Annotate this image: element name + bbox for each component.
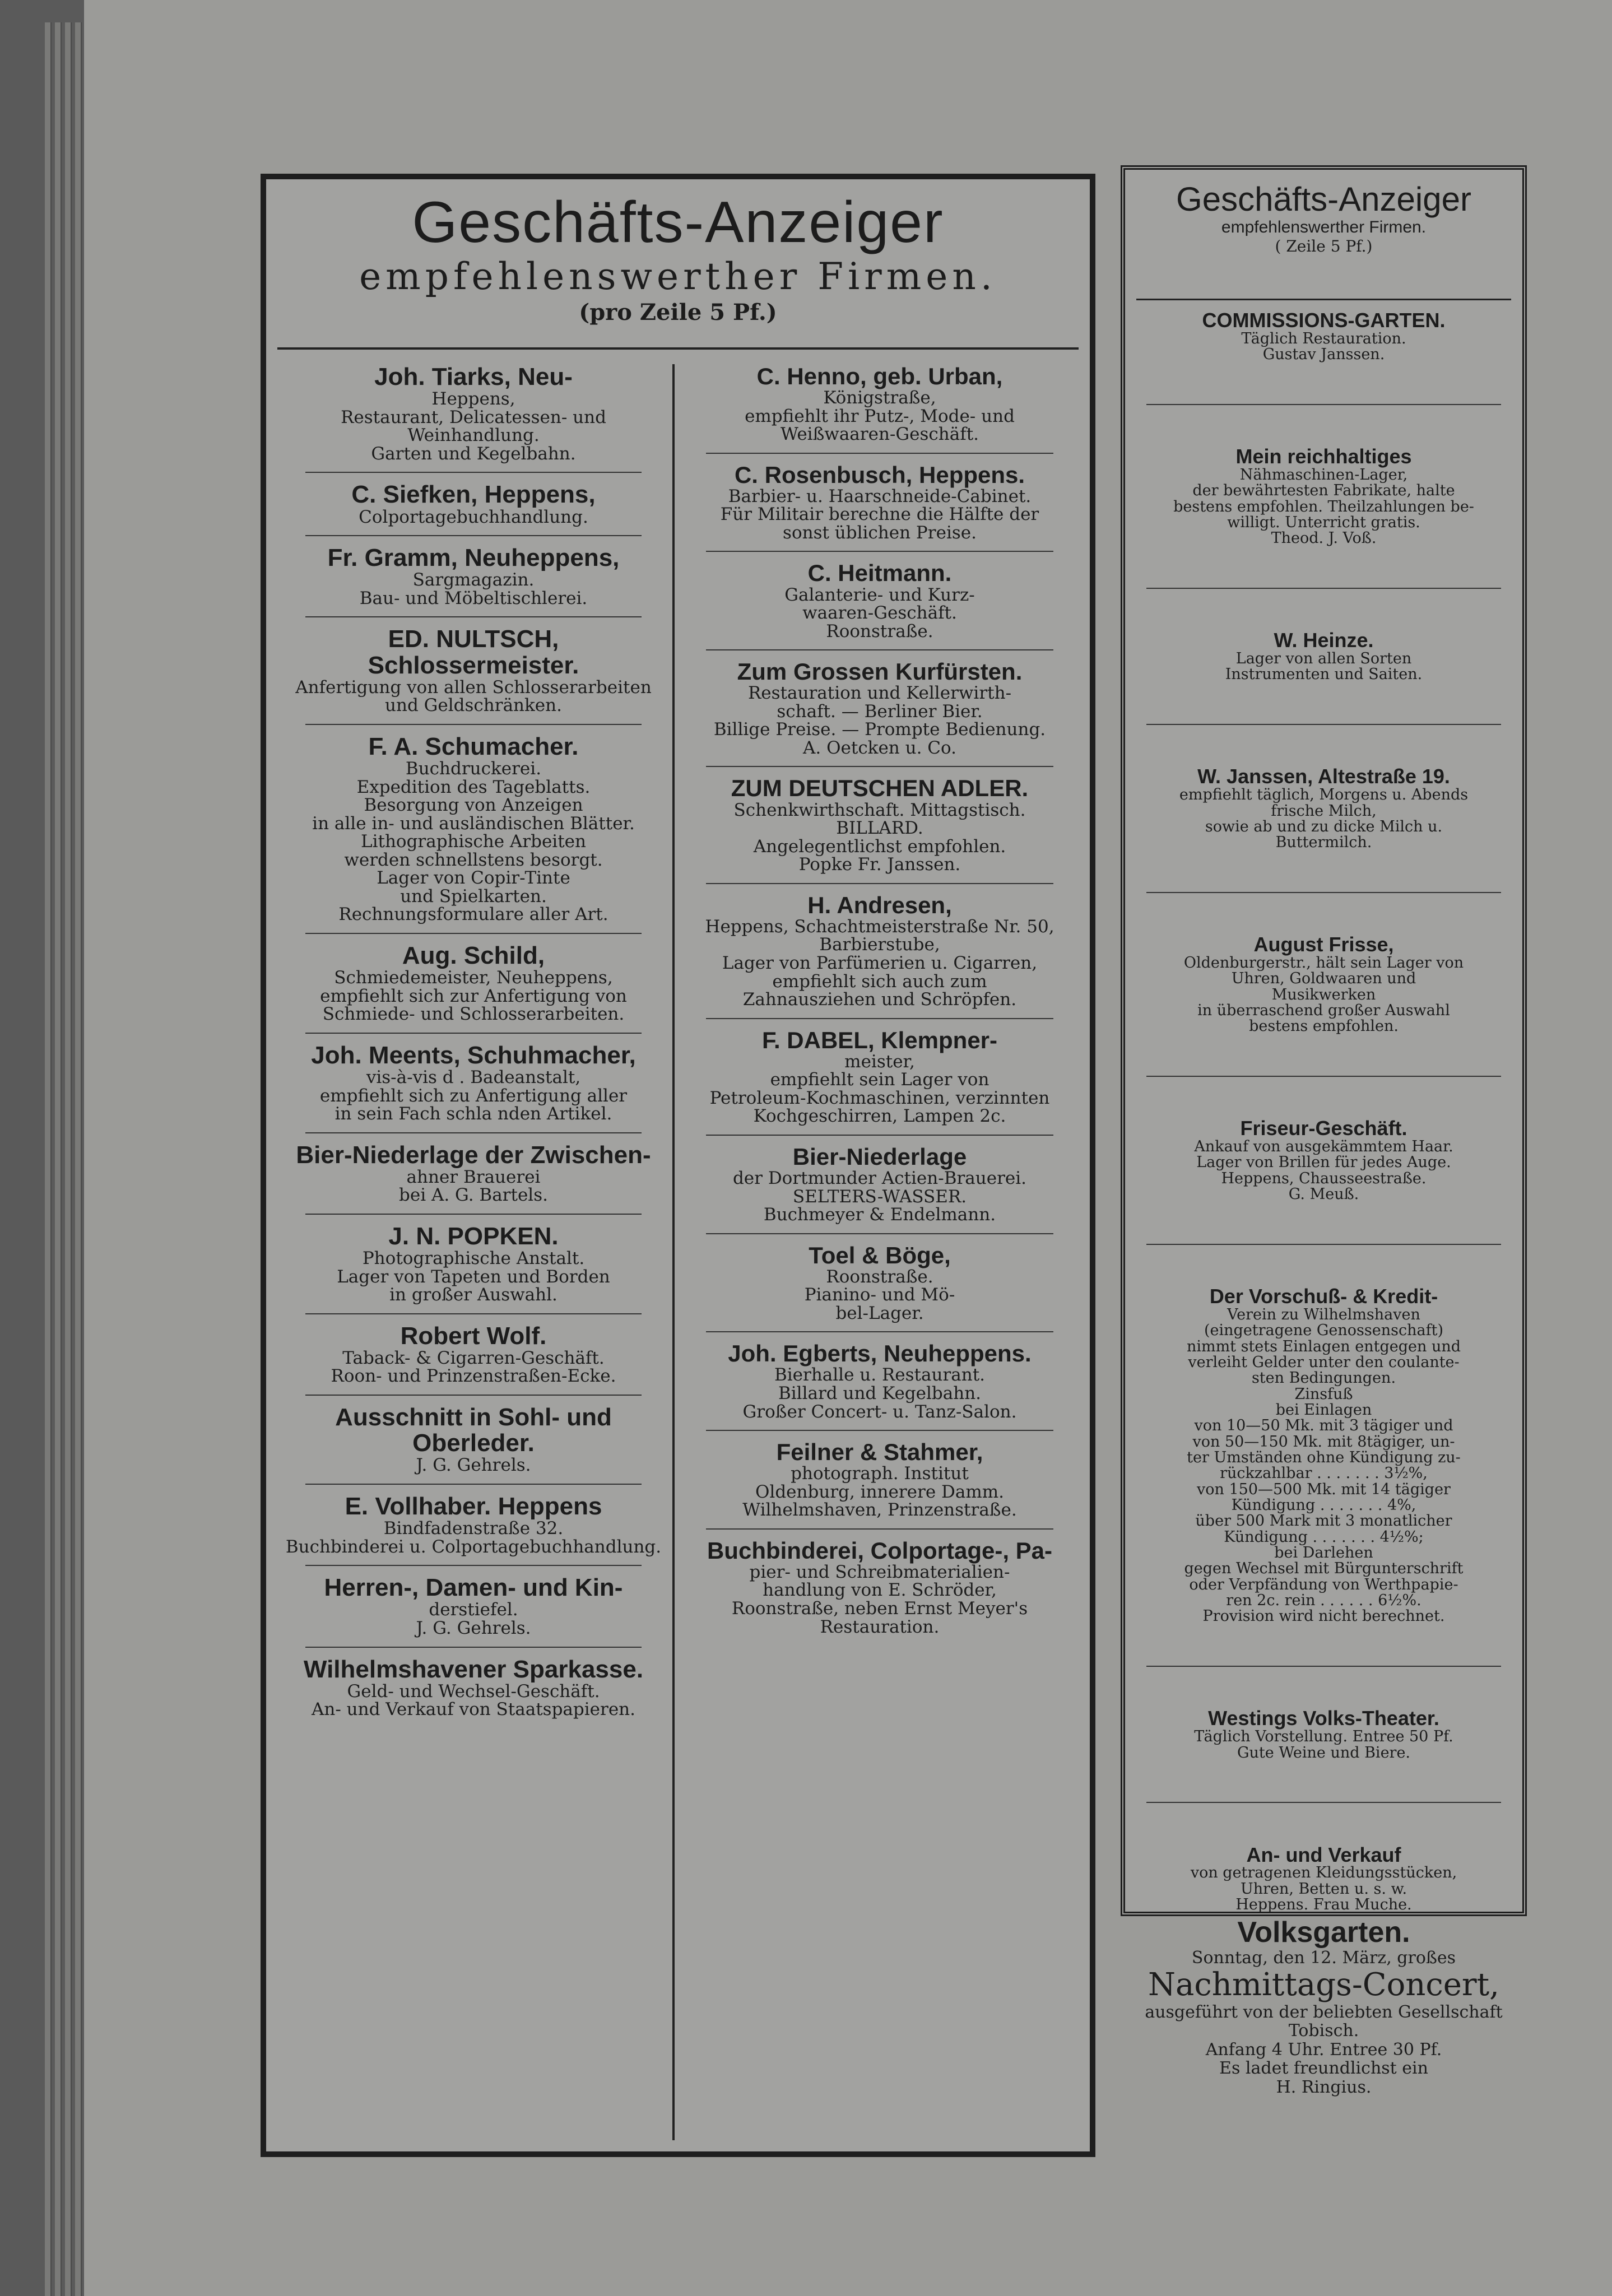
advertisement [1135, 934, 1512, 1035]
ad-heading: An- und Verkauf [1246, 1843, 1401, 1866]
ad-heading: E. Vollhaber. Heppens [345, 1492, 602, 1520]
ad-line: der bewährtesten Fabrikate, halte [1192, 482, 1455, 500]
ad-line: Lager von Tapeten und Borden [337, 1266, 610, 1287]
ad-line: waaren-Geschäft. [802, 603, 957, 624]
advertisement [1135, 630, 1512, 682]
advertisement [283, 545, 664, 607]
ad-line: Lager von Copir-Tinte [377, 868, 570, 889]
ad-line: bei Einlagen [1275, 1401, 1372, 1419]
ad-heading: August Frisse, [1253, 933, 1394, 956]
ad-separator [305, 472, 642, 473]
ad-line: Schenkwirthschaft. Mittagstisch. [733, 800, 1026, 820]
ad-line: schaft. — Berliner Bier. [777, 701, 983, 722]
ad-line: Restaurant, Delicatessen- und [341, 407, 606, 427]
ad-line: Provision wird nicht berechnet. [1202, 1607, 1445, 1625]
ad-separator [706, 883, 1053, 884]
ad-line: empfiehlt täglich, Morgens u. Abends [1179, 786, 1469, 804]
advertisement [283, 1142, 664, 1205]
directory-title: Geschäfts-Anzeiger [412, 190, 944, 255]
ad-line: Lithographische Arbeiten [361, 831, 586, 852]
ad-line: BILLARD. [836, 818, 923, 839]
ad-heading: Ausschnitt in Sohl- und Oberleder. [335, 1403, 612, 1457]
ad-line: bei A. G. Bartels. [399, 1185, 548, 1206]
advertisement [1135, 1286, 1512, 1625]
ad-line: Heppens, [431, 389, 515, 410]
ad-heading: F. A. Schumacher. [368, 732, 579, 760]
ad-line: Zahnausziehen und Schröpfen. [742, 989, 1017, 1010]
directory-rate: ( Zeile 5 Pf.) [1275, 237, 1373, 255]
business-directory-left [261, 174, 1095, 2157]
ad-separator [305, 1484, 642, 1485]
ad-line: Expedition des Tageblatts. [356, 777, 591, 797]
ad-line: Musikwerken [1271, 986, 1376, 1003]
ad-line: der Dortmunder Actien-Brauerei. [732, 1168, 1027, 1188]
advertisement [283, 482, 664, 526]
advertisement [684, 1145, 1076, 1224]
ad-line: und Spielkarten. [400, 886, 547, 907]
ad-line: Lager von Brillen für jedes Auge. [1196, 1154, 1451, 1172]
ad-heading: Wilhelmshavener Sparkasse. [303, 1655, 644, 1683]
ad-line: Instrumenten und Saiten. [1225, 666, 1423, 684]
advertisement [283, 1043, 664, 1123]
ad-line: Buttermilch. [1275, 834, 1372, 852]
advertisement [684, 659, 1076, 757]
ad-line: Barbierstube, [819, 935, 940, 955]
ad-line: Roonstraße, neben Ernst Meyer's [731, 1598, 1028, 1619]
ad-heading: Herren-, Damen- und Kin- [324, 1574, 623, 1602]
advertisement [684, 1341, 1076, 1421]
ad-heading: COMMISSIONS-GARTEN. [1202, 309, 1446, 332]
ad-line: in sein Fach schla nden Artikel. [335, 1104, 612, 1124]
ad-heading: Der Vorschuß- & Kredit- [1209, 1285, 1438, 1308]
advertisement [684, 1440, 1076, 1519]
ad-line: Taback- & Cigarren-Geschäft. [342, 1347, 605, 1368]
ad-heading: H. Andresen, [807, 891, 952, 918]
ad-line: Weinhandlung. [407, 425, 540, 446]
ad-line: Billard und Kegelbahn. [778, 1383, 982, 1403]
ad-line: Restauration und Kellerwirth- [747, 683, 1012, 704]
ad-separator [1146, 1802, 1501, 1803]
ad-heading: Volksgarten. [1237, 1916, 1410, 1949]
ad-line: Roon- und Prinzenstraßen-Ecke. [331, 1366, 616, 1387]
ad-line: Kündigung . . . . . . . 4½%; [1224, 1528, 1424, 1546]
advertisement [283, 734, 664, 924]
ad-separator [706, 1430, 1053, 1431]
ad-separator [706, 1233, 1053, 1234]
ad-heading: Joh. Egberts, Neuheppens. [728, 1340, 1032, 1367]
ad-line: Anfang 4 Uhr. Entree 30 Pf. [1205, 2039, 1442, 2060]
ad-heading: Feilner & Stahmer, [776, 1439, 983, 1466]
advertisement [1135, 1844, 1512, 1913]
ad-separator [305, 933, 642, 934]
ad-line: sonst üblichen Preise. [783, 522, 977, 543]
ad-line: J. G. Gehrels. [416, 1455, 531, 1476]
business-directory-right [1121, 165, 1527, 1916]
directory-rate: (pro Zeile 5 Pf.) [579, 299, 777, 326]
advertisement [684, 1539, 1076, 1636]
ad-heading: Toel & Böge, [809, 1242, 951, 1268]
ad-line: Bau- und Möbeltischlerei. [359, 588, 588, 608]
ad-line: Für Militair berechne die Hälfte der [720, 504, 1039, 525]
ad-line: Ankauf von ausgekämmtem Haar. [1194, 1138, 1453, 1156]
ad-line: oder Verpfändung von Werthpapie- [1189, 1575, 1458, 1593]
ad-line: Roonstraße. [826, 1266, 933, 1287]
advertisement [684, 463, 1076, 542]
page-edge [55, 22, 62, 2296]
ad-line: in großer Auswahl. [389, 1285, 558, 1305]
ad-line: Wilhelmshaven, Prinzenstraße. [742, 1500, 1017, 1521]
ad-line: rückzahlbar . . . . . . . 3½%, [1220, 1465, 1428, 1482]
ad-line: H. Ringius. [1276, 2077, 1372, 2097]
ad-line: Weißwaaren-Geschäft. [780, 424, 979, 445]
advertisement [283, 364, 664, 463]
ad-line: Schmiedemeister, Neuheppens, [334, 968, 613, 988]
ad-separator [706, 649, 1053, 650]
ad-line: Petroleum-Kochmaschinen, verzinnten [709, 1087, 1050, 1108]
ad-line: Es ladet freundlichst ein [1219, 2058, 1428, 2079]
ad-line: handlung von E. Schröder, [763, 1580, 997, 1601]
advertisement [283, 1224, 664, 1304]
ad-heading: Joh. Tiarks, Neu- [374, 363, 573, 391]
ads-column-right [1135, 310, 1512, 1913]
directory-title: Geschäfts-Anzeiger [1176, 180, 1471, 218]
ad-line: Buchdruckerei. [405, 759, 542, 779]
ad-line: empfiehlt sein Lager von [770, 1070, 990, 1090]
ad-line: Angelegentlichst empfohlen. [753, 836, 1006, 857]
ad-line: Königstraße, [823, 388, 936, 408]
advertisement [283, 626, 664, 714]
ad-line: derstiefel. [429, 1600, 518, 1620]
ad-line: empfiehlt sich zur Anfertigung von [320, 986, 627, 1006]
ad-line: empfiehlt ihr Putz-, Mode- und [745, 406, 1015, 426]
ad-line: und Geldschränken. [385, 695, 562, 716]
ad-line: meister, [844, 1051, 915, 1072]
ad-line: willigt. Unterricht gratis. [1227, 513, 1420, 531]
ad-line: Theod. J. Voß. [1271, 529, 1377, 547]
ad-separator [305, 1395, 642, 1396]
ad-line: Täglich Vorstellung. Entree 50 Pf. [1194, 1728, 1453, 1746]
ad-heading: Buchbinderei, Colportage-, Pa- [707, 1537, 1053, 1564]
ad-separator [305, 1565, 642, 1566]
ad-line: Anfertigung von allen Schlosserarbeiten [295, 677, 652, 698]
advertisement [684, 364, 1076, 444]
ad-line: bestens empfohlen. [1249, 1017, 1399, 1035]
ad-separator [706, 453, 1053, 454]
ad-line: Popke Fr. Janssen. [798, 854, 961, 875]
ad-heading: C. Henno, geb. Urban, [756, 363, 1003, 389]
ad-line: Gute Weine und Biere. [1237, 1744, 1411, 1761]
volksgarten-ad [1121, 1916, 1527, 2157]
ad-line: Rechnungsformulare aller Art. [338, 904, 608, 925]
ad-separator [305, 1132, 642, 1133]
ad-line: frische Milch, [1271, 802, 1377, 820]
ad-line: Nachmittags-Concert, [1148, 1966, 1499, 2003]
ad-line: Heppens, Chausseestraße. [1221, 1169, 1427, 1187]
ad-line: Bindfadenstraße 32. [383, 1518, 564, 1539]
ad-line: Besorgung von Anzeigen [364, 795, 583, 816]
ad-line: von 150—500 Mk. mit 14 tägiger [1197, 1480, 1451, 1498]
ad-line: SELTERS-WASSER. [792, 1186, 967, 1207]
ad-separator [706, 1135, 1053, 1136]
header-rule [1136, 299, 1511, 300]
ad-line: Roonstraße. [826, 621, 933, 642]
ad-heading: Zum Grossen Kurfürsten. [737, 658, 1023, 685]
ad-heading: F. DABEL, Klempner- [761, 1026, 998, 1053]
ad-heading: ED. NULTSCH, Schlossermeister. [368, 625, 579, 679]
ad-line: Uhren, Betten u. s. w. [1240, 1880, 1407, 1898]
ad-separator [1146, 588, 1501, 589]
ad-line: Großer Concert- u. Tanz-Salon. [742, 1401, 1017, 1422]
ad-line: über 500 Mark mit 3 monatlicher [1195, 1512, 1452, 1530]
ad-line: Billige Preise. — Prompte Bedienung. [713, 719, 1046, 740]
ad-heading: Bier-Niederlage [792, 1143, 967, 1170]
ad-line: Kochgeschirren, Lampen 2c. [753, 1106, 1006, 1127]
ad-line: sowie ab und zu dicke Milch u. [1205, 817, 1443, 835]
ad-separator [1146, 724, 1501, 725]
ad-heading: C. Heitmann. [807, 560, 952, 587]
ad-separator [706, 1331, 1053, 1332]
ad-line: Buchmeyer & Endelmann. [763, 1205, 996, 1225]
ad-line: Uhren, Goldwaaren und [1231, 970, 1416, 988]
advertisement [283, 1405, 664, 1475]
advertisement [1135, 310, 1512, 362]
ad-separator [1146, 892, 1501, 893]
ad-line: Galanterie- und Kurz- [784, 584, 975, 605]
ad-line: empfiehlt sich zu Anfertigung aller [319, 1085, 628, 1106]
advertisement [1135, 446, 1512, 547]
ad-line: photograph. Institut [791, 1463, 969, 1484]
ad-line: ahner Brauerei [406, 1166, 541, 1187]
ad-line: Oldenburgerstr., hält sein Lager von [1183, 954, 1464, 972]
ad-heading: W. Heinze. [1274, 629, 1374, 652]
advertisement [283, 943, 664, 1024]
ad-separator [305, 616, 642, 617]
ad-heading: Joh. Meents, Schuhmacher, [311, 1041, 636, 1069]
ad-heading: ZUM DEUTSCHEN ADLER. [731, 775, 1029, 802]
ad-separator [706, 1018, 1053, 1019]
advertisement [684, 776, 1076, 873]
advertisement [684, 893, 1076, 1009]
ad-line: von getragenen Kleidungsstücken, [1190, 1864, 1457, 1882]
ad-line: Oldenburg, innerere Damm. [755, 1481, 1005, 1502]
ad-line: gegen Wechsel mit Bürgunterschrift [1184, 1560, 1464, 1578]
ad-line: Sargmagazin. [412, 570, 535, 591]
ad-line: Lager von allen Sorten [1235, 650, 1412, 668]
ads-column-2 [684, 364, 1076, 2140]
directory-subtitle: empfehlenswerther Firmen. [1221, 218, 1427, 236]
ad-line: in alle in- und ausländischen Blätter. [312, 813, 635, 834]
ad-line: ter Umständen ohne Kündigung zu- [1187, 1448, 1461, 1466]
ad-line: Nähmaschinen-Lager, [1239, 466, 1408, 484]
advertisement [283, 1323, 664, 1386]
ad-line: Colportagebuchhandlung. [359, 506, 588, 527]
ad-separator [706, 551, 1053, 552]
advertisement [684, 1028, 1076, 1126]
ad-separator [706, 766, 1053, 767]
ad-line: Kündigung . . . . . . . 4%, [1231, 1496, 1416, 1514]
ad-separator [1146, 1244, 1501, 1245]
ad-separator [1146, 1076, 1501, 1077]
ad-line: An- und Verkauf von Staatspapieren. [311, 1699, 635, 1720]
ad-line: Schmiede- und Schlosserarbeiten. [322, 1004, 625, 1025]
ad-line: bei Darlehen [1274, 1544, 1373, 1562]
column-divider [672, 364, 675, 2140]
ad-line: Barbier- u. Haarschneide-Cabinet. [728, 486, 1032, 506]
ad-heading: C. Siefken, Heppens, [351, 481, 596, 509]
ad-separator [1146, 404, 1501, 405]
ad-line: Geld- und Wechsel-Geschäft. [347, 1681, 600, 1702]
advertisement [1135, 766, 1512, 850]
ad-line: Heppens, Schachtmeisterstraße Nr. 50, [705, 916, 1054, 937]
advertisement [1135, 1118, 1512, 1202]
ad-line: von 50—150 Mk. mit 8tägiger, un- [1192, 1433, 1455, 1451]
ad-heading: W. Janssen, Altestraße 19. [1197, 765, 1450, 788]
ad-line: Gustav Janssen. [1262, 346, 1385, 364]
ad-heading: C. Rosenbusch, Heppens. [734, 461, 1025, 488]
ad-line: nimmt stets Einlagen entgegen und [1186, 1337, 1461, 1355]
advertisement [283, 1657, 664, 1719]
advertisement [283, 1575, 664, 1637]
ad-line: vis-à-vis d . Badeanstalt, [366, 1067, 581, 1087]
ad-line: Buchbinderei u. Colportagebuchhandlung. [285, 1536, 662, 1557]
ad-separator [305, 724, 642, 725]
ad-separator [305, 1647, 642, 1648]
ad-heading: Fr. Gramm, Neuheppens, [327, 544, 620, 572]
ad-line: Verein zu Wilhelmshaven [1227, 1305, 1420, 1323]
advertisement [1135, 1708, 1512, 1760]
ad-line: A. Oetcken u. Co. [803, 737, 956, 758]
ad-line: empfiehlt sich auch zum [772, 971, 987, 992]
ad-heading: Westings Volks-Theater. [1208, 1707, 1439, 1730]
ad-heading: J. N. POPKEN. [388, 1222, 559, 1250]
ad-line: Garten und Kegelbahn. [371, 443, 576, 464]
ad-separator [1146, 1666, 1501, 1667]
advertisement [684, 561, 1076, 640]
ad-line: ausgeführt von der beliebten Gesellschaft [1145, 2002, 1503, 2022]
ad-separator [706, 1528, 1053, 1530]
directory-subtitle: empfehlenswerther Firmen. [359, 255, 997, 299]
ad-line: in überraschend großer Auswahl [1197, 1001, 1450, 1019]
page-edge [65, 22, 72, 2296]
page-edge [45, 22, 52, 2296]
ad-line: bel-Lager. [835, 1303, 924, 1323]
ads-column-1 [283, 364, 664, 2140]
ad-line: Lager von Parfümerien u. Cigarren, [722, 952, 1038, 973]
ad-line: G. Meuß. [1288, 1186, 1359, 1203]
ad-line: werden schnellstens besorgt. [344, 849, 603, 870]
ad-line: Sonntag, den 12. März, großes [1191, 1948, 1456, 1968]
header-rule [277, 347, 1079, 350]
ad-heading: Robert Wolf. [400, 1322, 547, 1350]
advertisement [684, 1243, 1076, 1323]
ad-line: (eingetragene Genossenschaft) [1204, 1322, 1443, 1340]
ad-line: verleiht Gelder unter den coulante- [1188, 1353, 1460, 1371]
ad-heading: Aug. Schild, [402, 941, 545, 969]
ad-line: Tobisch. [1288, 2021, 1359, 2041]
ad-line: bestens empfohlen. Theilzahlungen be- [1173, 498, 1474, 515]
ad-line: sten Bedingungen. [1251, 1369, 1396, 1387]
ad-line: Pianino- und Mö- [804, 1285, 955, 1305]
ad-line: Photographische Anstalt. [362, 1248, 585, 1269]
ad-separator [305, 1313, 642, 1314]
ad-line: von 10—50 Mk. mit 3 tägiger und [1194, 1417, 1453, 1435]
ad-heading: Bier-Niederlage der Zwischen- [296, 1141, 651, 1169]
ad-line: ren 2c. rein . . . . . . 6½%. [1226, 1592, 1421, 1610]
ad-line: Bierhalle u. Restaurant. [774, 1365, 986, 1386]
ad-line: Heppens. Frau Muche. [1235, 1895, 1412, 1913]
page-edge [75, 22, 82, 2296]
ad-separator [305, 535, 642, 536]
ad-heading: Mein reichhaltiges [1235, 445, 1412, 468]
ad-line: J. G. Gehrels. [416, 1618, 531, 1638]
ad-heading: Friseur-Geschäft. [1240, 1117, 1407, 1140]
ad-separator [305, 1214, 642, 1215]
advertisement [283, 1494, 664, 1556]
ad-line: Täglich Restauration. [1241, 329, 1406, 347]
ad-line: Zinsfuß [1294, 1385, 1353, 1403]
ad-line: Restauration. [820, 1616, 940, 1637]
ad-separator [305, 1033, 642, 1034]
ad-line: pier- und Schreibmaterialien- [749, 1561, 1010, 1582]
